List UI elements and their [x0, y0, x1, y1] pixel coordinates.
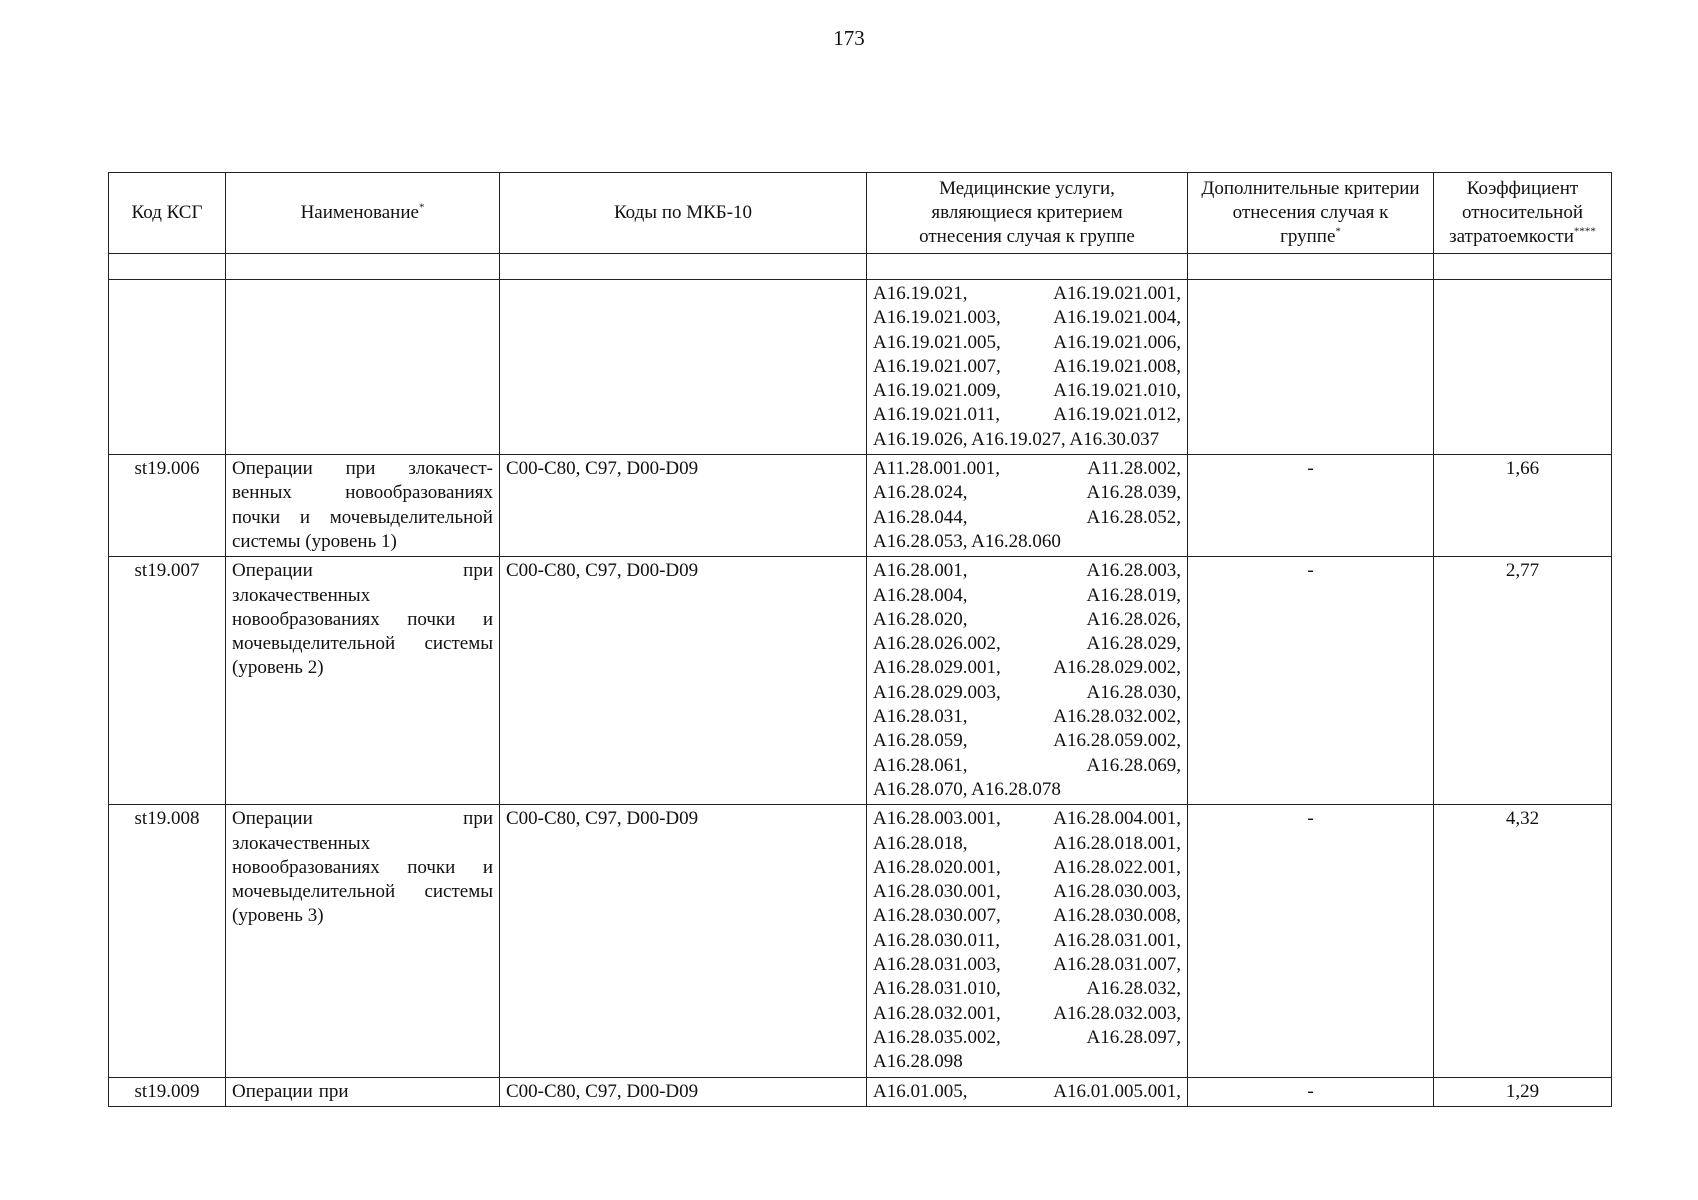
- name-cell: [226, 557, 500, 805]
- header-row: [109, 173, 1612, 254]
- header-name: Наименование*: [226, 173, 500, 254]
- table-row: [109, 557, 1612, 805]
- service-codes-line: A16.28.061, A16.28.069,: [873, 754, 1181, 776]
- table-row: [109, 280, 1612, 455]
- header-extra-criteria: Дополнительные критерии отнесения случая к группе*: [1188, 173, 1434, 254]
- mkb-codes-cell: C00-C80, C97, D00-D09: [500, 557, 867, 805]
- mkb-codes-cell: C00-C80, C97, D00-D09: [500, 455, 867, 557]
- name-line: мочевыделительной системы: [232, 881, 493, 903]
- footnote-mark: ****: [1573, 225, 1596, 238]
- name-line: Операции при злокачест-: [232, 458, 493, 480]
- service-codes-line: A16.28.029.001, A16.28.029.002,: [873, 657, 1181, 679]
- ksg-table: [108, 172, 1612, 1107]
- service-codes-line: A16.19.021.011, A16.19.021.012,: [873, 404, 1181, 426]
- service-codes-line: A16.28.030.011, A16.28.031.001,: [873, 929, 1181, 951]
- footnote-mark: *: [1335, 225, 1341, 238]
- page-number: 173: [833, 26, 865, 50]
- ksg-code-cell: st19.009: [109, 1077, 226, 1106]
- coefficient-cell: 1,29: [1434, 1077, 1612, 1106]
- service-codes-line: A16.28.035.002, A16.28.097,: [873, 1026, 1181, 1048]
- service-codes-line: A16.28.031.003, A16.28.031.007,: [873, 954, 1181, 976]
- service-codes-line: A16.28.032.001, A16.28.032.003,: [873, 1002, 1181, 1024]
- name-line: (уровень 2): [232, 657, 324, 679]
- service-codes-line: A16.28.031, A16.28.032.002,: [873, 706, 1181, 728]
- service-codes-line: A16.19.021.009, A16.19.021.010,: [873, 380, 1181, 402]
- service-codes-line: A16.28.030.007, A16.28.030.008,: [873, 905, 1181, 927]
- extra-criteria-cell: -: [1188, 455, 1434, 557]
- service-codes-line: A16.19.026, A16.19.027, A16.30.037: [873, 428, 1160, 450]
- service-codes-line: A16.28.020, A16.28.026,: [873, 608, 1181, 630]
- services-cell: [867, 805, 1188, 1077]
- extra-criteria-cell: -: [1188, 805, 1434, 1077]
- name-line: Операции при: [232, 808, 493, 830]
- service-codes-line: A16.28.031.010, A16.28.032,: [873, 978, 1181, 1000]
- name-line: Операции при: [232, 1080, 349, 1102]
- name-line: злокачественных: [232, 832, 371, 854]
- mkb-codes-cell: [500, 280, 867, 455]
- service-codes-line: A16.28.029.003, A16.28.030,: [873, 681, 1181, 703]
- name-cell: [226, 280, 500, 455]
- name-line: венных новообразованиях: [232, 482, 493, 504]
- table-row: [109, 805, 1612, 1077]
- service-codes-line: A16.19.021.005, A16.19.021.006,: [873, 331, 1181, 353]
- service-codes-line: A16.28.003.001, A16.28.004.001,: [873, 808, 1181, 830]
- service-codes-line: A16.19.021.003, A16.19.021.004,: [873, 307, 1181, 329]
- extra-criteria-cell: -: [1188, 1077, 1434, 1106]
- footnote-mark: *: [418, 201, 425, 214]
- coefficient-cell: 1,66: [1434, 455, 1612, 557]
- coefficient-cell: [1434, 280, 1612, 455]
- service-codes-line: A11.28.001.001, A11.28.002,: [873, 458, 1181, 480]
- service-codes-line: A16.28.059, A16.28.059.002,: [873, 730, 1181, 752]
- name-line: злокачественных: [232, 584, 371, 606]
- ksg-code-cell: st19.006: [109, 455, 226, 557]
- service-codes-line: A16.28.004, A16.28.019,: [873, 584, 1181, 606]
- service-codes-line: A16.28.098: [873, 1051, 963, 1073]
- header-mkb: Коды по МКБ-10: [500, 173, 867, 254]
- name-line: системы (уровень 1): [232, 530, 397, 552]
- extra-criteria-cell: -: [1188, 557, 1434, 805]
- service-codes-line: A16.28.044, A16.28.052,: [873, 506, 1181, 528]
- service-codes-line: A16.28.070, A16.28.078: [873, 778, 1061, 800]
- table-row: [109, 455, 1612, 557]
- ksg-code-cell: [109, 280, 226, 455]
- service-codes-line: A16.28.018, A16.28.018.001,: [873, 832, 1181, 854]
- services-cell: [867, 280, 1188, 455]
- service-codes-line: A16.28.001, A16.28.003,: [873, 560, 1181, 582]
- service-codes-line: A16.28.053, A16.28.060: [873, 530, 1061, 552]
- coefficient-cell: 4,32: [1434, 805, 1612, 1077]
- service-codes-line: A16.01.005, A16.01.005.001,: [873, 1080, 1181, 1102]
- name-line: мочевыделительной системы: [232, 633, 493, 655]
- services-cell: [867, 557, 1188, 805]
- service-codes-line: A16.28.024, A16.28.039,: [873, 482, 1181, 504]
- service-codes-line: A16.28.020.001, A16.28.022.001,: [873, 856, 1181, 878]
- name-cell: [226, 455, 500, 557]
- service-codes-line: A16.28.030.001, A16.28.030.003,: [873, 881, 1181, 903]
- ksg-code-cell: st19.007: [109, 557, 226, 805]
- mkb-codes-cell: C00-C80, C97, D00-D09: [500, 805, 867, 1077]
- header-coefficient: Коэффициент относительной затратоемкости****: [1434, 173, 1612, 254]
- name-line: Операции при: [232, 560, 493, 582]
- name-line: новообразованиях почки и: [232, 608, 493, 630]
- mkb-codes-cell: C00-C80, C97, D00-D09: [500, 1077, 867, 1106]
- header-spacer-row: [109, 254, 1612, 280]
- name-line: (уровень 3): [232, 905, 324, 927]
- services-cell: [867, 455, 1188, 557]
- table-row: [109, 1077, 1612, 1106]
- name-line: почки и мочевыделительной: [232, 506, 493, 528]
- name-cell: [226, 805, 500, 1077]
- service-codes-line: A16.19.021, A16.19.021.001,: [873, 283, 1181, 304]
- service-codes-line: A16.28.026.002, A16.28.029,: [873, 633, 1181, 655]
- header-code: Код КСГ: [109, 173, 226, 254]
- coefficient-cell: 2,77: [1434, 557, 1612, 805]
- ksg-code-cell: st19.008: [109, 805, 226, 1077]
- service-codes-line: A16.19.021.007, A16.19.021.008,: [873, 355, 1181, 377]
- header-services: Медицинские услуги, являющиеся критерием отнесения случая к группе: [867, 173, 1188, 254]
- services-cell: [867, 1077, 1188, 1106]
- extra-criteria-cell: [1188, 280, 1434, 455]
- name-line: новообразованиях почки и: [232, 856, 493, 878]
- name-cell: [226, 1077, 500, 1106]
